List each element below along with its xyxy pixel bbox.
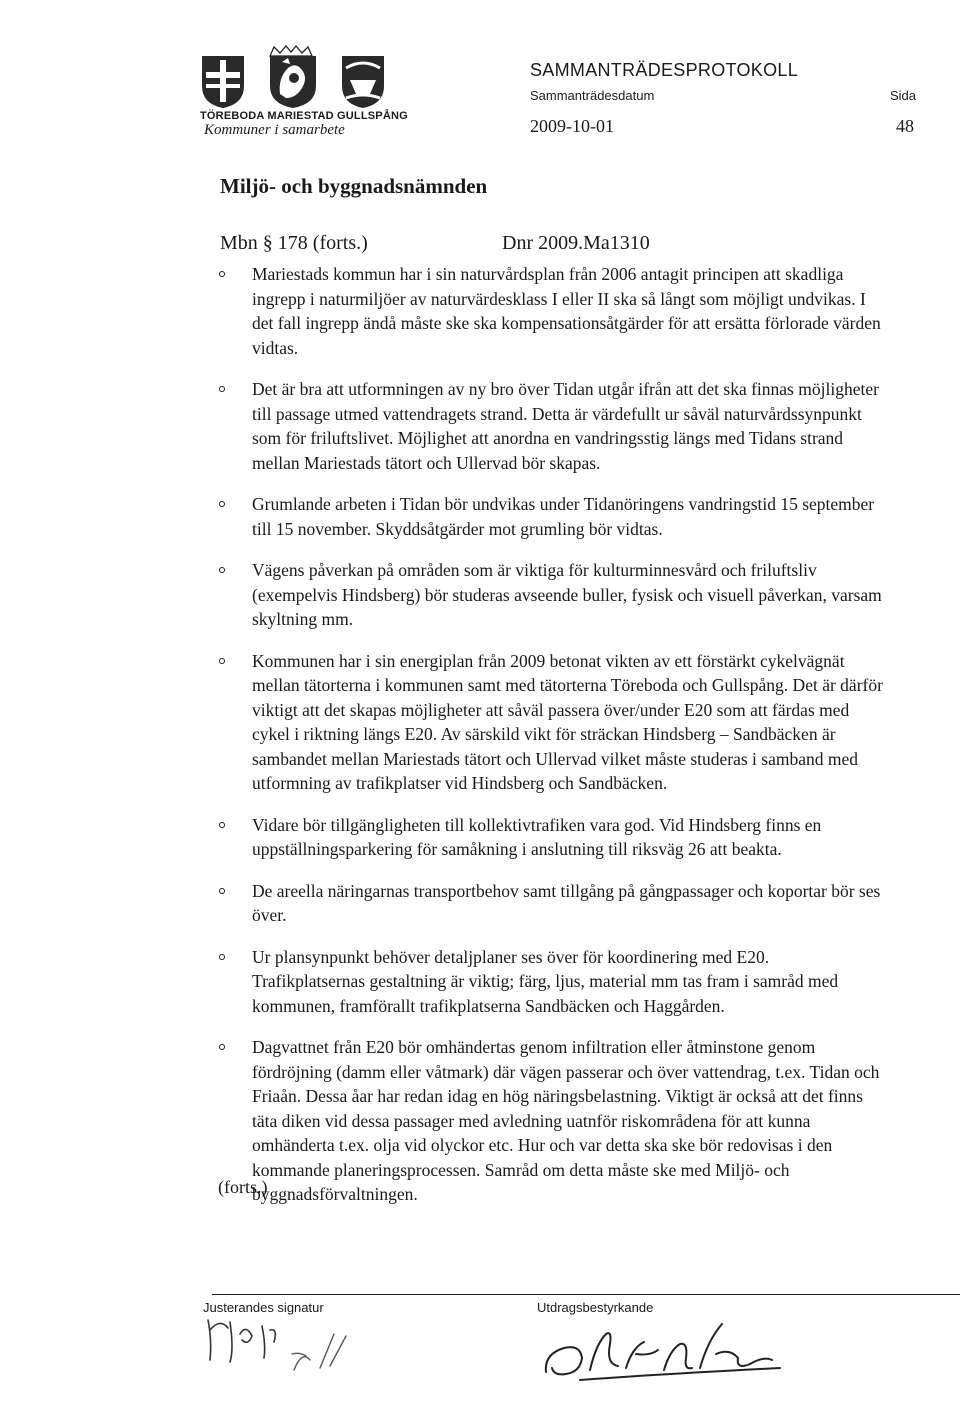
list-item <box>216 492 886 541</box>
adjuster-signature-2 <box>280 1320 370 1380</box>
bullet-icon <box>219 386 225 392</box>
list-item-text: Det är bra att utformningen av ny bro över Tidan utgår ifrån att det ska finnas möjligheter till passage utmed vattendragets strand. Detta är värdefullt ur såväl naturvårdssynpunkt som för friluftslivet. Möjlighet att anordna en vandringsstig längs med Tidans strand mellan Mariestads tätort och Ullervad bör skapas. <box>252 379 879 473</box>
list-item <box>216 1035 886 1207</box>
bullet-icon <box>219 1044 225 1050</box>
extract-certification-label: Utdragsbestyrkande <box>537 1300 654 1315</box>
bullet-icon <box>219 822 225 828</box>
gullspang-crest-icon <box>340 54 386 110</box>
footer-divider <box>212 1294 960 1295</box>
bullet-icon <box>219 501 225 507</box>
tagline: Kommuner i samarbete <box>204 122 345 138</box>
list-item-text: Ur plansynpunkt behöver detaljplaner ses över för koordinering med E20. Trafikplatsernas gestaltning är viktig; färg, ljus, material mm tas fram i samråd med kommunen, framförallt trafikplatserna Sandbäcken och Haggården. <box>252 946 839 1016</box>
bullet-icon <box>219 567 225 573</box>
bullet-icon <box>219 954 225 960</box>
list-item <box>216 262 886 360</box>
bullet-icon <box>219 888 225 894</box>
page-number: 48 <box>896 116 914 136</box>
section-reference: Mbn § 178 (forts.) <box>220 232 368 254</box>
toreboda-crest-icon <box>200 54 246 110</box>
list-item-text: Kommunen har i sin energiplan från 2009 betonat vikten av ett förstärkt cykelvägnät mellan tätorterna i kommunen samt med tätorterna Töreboda och Gullspång. Det är därför viktigt att det skapas möjligheter att såväl passera över/under E20 som att färdas med cykel i riktning längs E20. Av särskild vikt för sträckan Hindsberg – Sandbäcken är sambandet mellan Mariestads tätort och Ullervad vilket måste studeras i samband med utformning av trafikplatser vid Hindsberg och Sandbäcken. <box>252 650 883 793</box>
list-item-text: Grumlande arbeten i Tidan bör undvikas under Tidanöringens vandringstid 15 september till 15 november. Skyddsåtgärder mot grumling bör vidtas. <box>252 494 875 539</box>
municipality-names: TÖREBODA MARIESTAD GULLSPÅNG <box>200 110 408 122</box>
municipal-crests <box>196 44 396 110</box>
committee-name: Miljö- och byggnadsnämnden <box>220 174 488 198</box>
bullet-list <box>216 262 886 1224</box>
continued-marker: (forts.) <box>218 1177 268 1197</box>
list-item <box>216 879 886 928</box>
bullet-icon <box>219 658 225 664</box>
diary-number: Dnr 2009.Ma1310 <box>502 232 650 254</box>
list-item <box>216 558 886 632</box>
list-item-text: De areella näringarnas transportbehov samt tillgång på gångpassager och koportar bör ses över. <box>252 880 881 925</box>
date-label: Sammanträdesdatum <box>530 88 655 103</box>
list-item-text: Vidare bör tillgängligheten till kollektivtrafiken vara god. Vid Hindsberg finns en uppställningsparkering för samåkning i anslutning till riksväg 26 att beakta. <box>252 814 822 859</box>
mariestad-crest-icon <box>268 54 318 110</box>
list-item <box>216 813 886 862</box>
date-value: 2009-10-01 <box>530 116 614 136</box>
page-label: Sida <box>890 88 917 103</box>
list-item-text: Vägens påverkan på områden som är viktiga för kulturminnesvård och friluftsliv (exempelvis Hindsberg) bör studeras avseende buller, fysisk och visuell påverkan, varsam skyltning mm. <box>252 560 882 629</box>
list-item <box>216 649 886 796</box>
extract-signature <box>540 1314 820 1394</box>
document-type: SAMMANTRÄDESPROTOKOLL <box>530 60 799 80</box>
list-item-text: Mariestads kommun har i sin naturvårdsplan från 2006 antagit principen att skadliga ingrepp i naturmiljöer av naturvärdesklass I eller II ska så långt som möjligt undvikas. I det fall ingrepp ändå måste ske ska kompensationsåtgärder för att ersätta förlorade värden vidtas. <box>252 264 881 358</box>
list-item <box>216 945 886 1019</box>
adjuster-signature-label: Justerandes signatur <box>203 1300 324 1315</box>
list-item <box>216 377 886 475</box>
list-item-text: Dagvattnet från E20 bör omhändertas genom infiltration eller åtminstone genom fördröjning (damm eller våtmark) där vägen passerar och över vattendrag, t.ex. Tidan och Friaån. Dessa åar har redan idag en hög näringsbelastning. Viktigt är också att det finns täta diken vid dessa passager med avledning uatnför riskområdena för att kunna omhänderta t.ex. olja vid olyckor etc. Hur och var detta ska ske bör redovisas i den kommande planeringsprocessen. Samråd om detta måste ske med Miljö- och byggnadsförvaltningen. <box>252 1037 880 1204</box>
bullet-icon <box>219 271 225 277</box>
